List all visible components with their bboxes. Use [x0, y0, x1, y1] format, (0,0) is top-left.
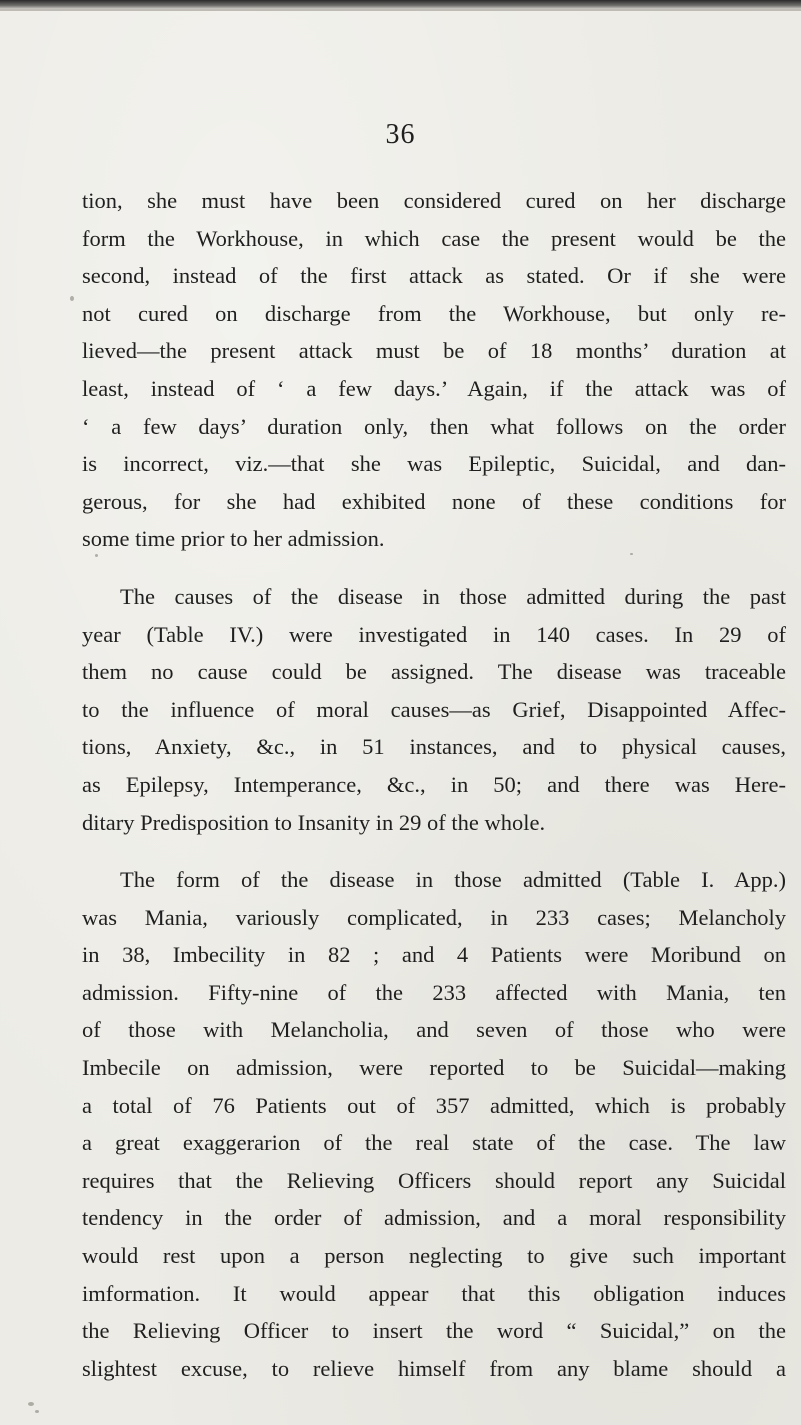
paper-speck: [35, 1410, 39, 1413]
text-line: to the influence of moral causes—as Grief, Disappointed Affec-: [82, 696, 786, 722]
text-line: tendency in the order of admission, and a moral responsibility: [82, 1205, 786, 1231]
text-line: least, instead of ‘ a few days.’ Again, if the attack was of: [82, 375, 786, 401]
text-line: gerous, for she had exhibited none of these conditions for: [82, 488, 786, 514]
paper-speck: [28, 1402, 34, 1406]
text-line: ‘ a few days’ duration only, then what follows on the order: [82, 413, 786, 439]
text-line: slightest excuse, to relieve himself from any blame should a: [82, 1355, 786, 1381]
text-line: requires that the Relieving Officers should report any Suicidal: [82, 1167, 786, 1193]
text-line: ditary Predisposition to Insanity in 29 of the whole.: [82, 809, 546, 835]
text-line: some time prior to her admission.: [82, 526, 385, 552]
text-line: lieved—the present attack must be of 18 months’ duration at: [82, 338, 786, 364]
text-line: a great exaggerarion of the real state of the case. The law: [82, 1130, 786, 1156]
page-number: 36: [385, 119, 416, 150]
text-line: was Mania, variously complicated, in 233 cases; Melancholy: [82, 904, 786, 930]
top-edge-shadow: [0, 9, 801, 11]
text-line: tions, Anxiety, &c., in 51 instances, and to physical causes,: [82, 734, 786, 760]
text-line: admission. Fifty-nine of the 233 affected with Mania, ten: [82, 979, 786, 1005]
text-line: in 38, Imbecility in 82 ; and 4 Patients were Moribund on: [82, 942, 786, 968]
text-line: second, instead of the first attack as stated. Or if she were: [82, 263, 786, 289]
text-line: The form of the disease in those admitted (Table I. App.): [120, 867, 786, 892]
text-line: is incorrect, viz.—that she was Epileptic, Suicidal, and dan-: [82, 451, 786, 477]
text-line: them no cause could be assigned. The disease was traceable: [82, 659, 786, 685]
paragraph-3: [82, 861, 786, 1387]
text-line: not cured on discharge from the Workhouse, but only re-: [82, 300, 786, 326]
top-edge-rule: [0, 0, 801, 9]
text-line: The causes of the disease in those admitted during the past: [120, 584, 786, 609]
text-line: as Epilepsy, Intemperance, &c., in 50; and there was Here-: [82, 771, 786, 797]
text-line: year (Table IV.) were investigated in 140 cases. In 29 of: [82, 621, 786, 647]
text-line: form the Workhouse, in which case the present would be the: [82, 225, 786, 251]
text-line: Imbecile on admission, were reported to be Suicidal—making: [82, 1054, 786, 1080]
paragraph-2: [82, 578, 786, 841]
paragraph-1: [82, 182, 786, 558]
text-line: imformation. It would appear that this obligation induces: [82, 1280, 786, 1306]
text-line: tion, she must have been considered cured on her discharge: [82, 188, 786, 213]
text-line: the Relieving Officer to insert the word “ Suicidal,” on the: [82, 1318, 786, 1344]
text-line: a total of 76 Patients out of 357 admitted, which is probably: [82, 1092, 786, 1118]
paper-speck: [630, 553, 633, 555]
paper-speck: [70, 296, 74, 301]
text-line: would rest upon a person neglecting to give such important: [82, 1242, 786, 1268]
paper-speck: [95, 554, 98, 557]
text-line: of those with Melancholia, and seven of those who were: [82, 1017, 786, 1043]
